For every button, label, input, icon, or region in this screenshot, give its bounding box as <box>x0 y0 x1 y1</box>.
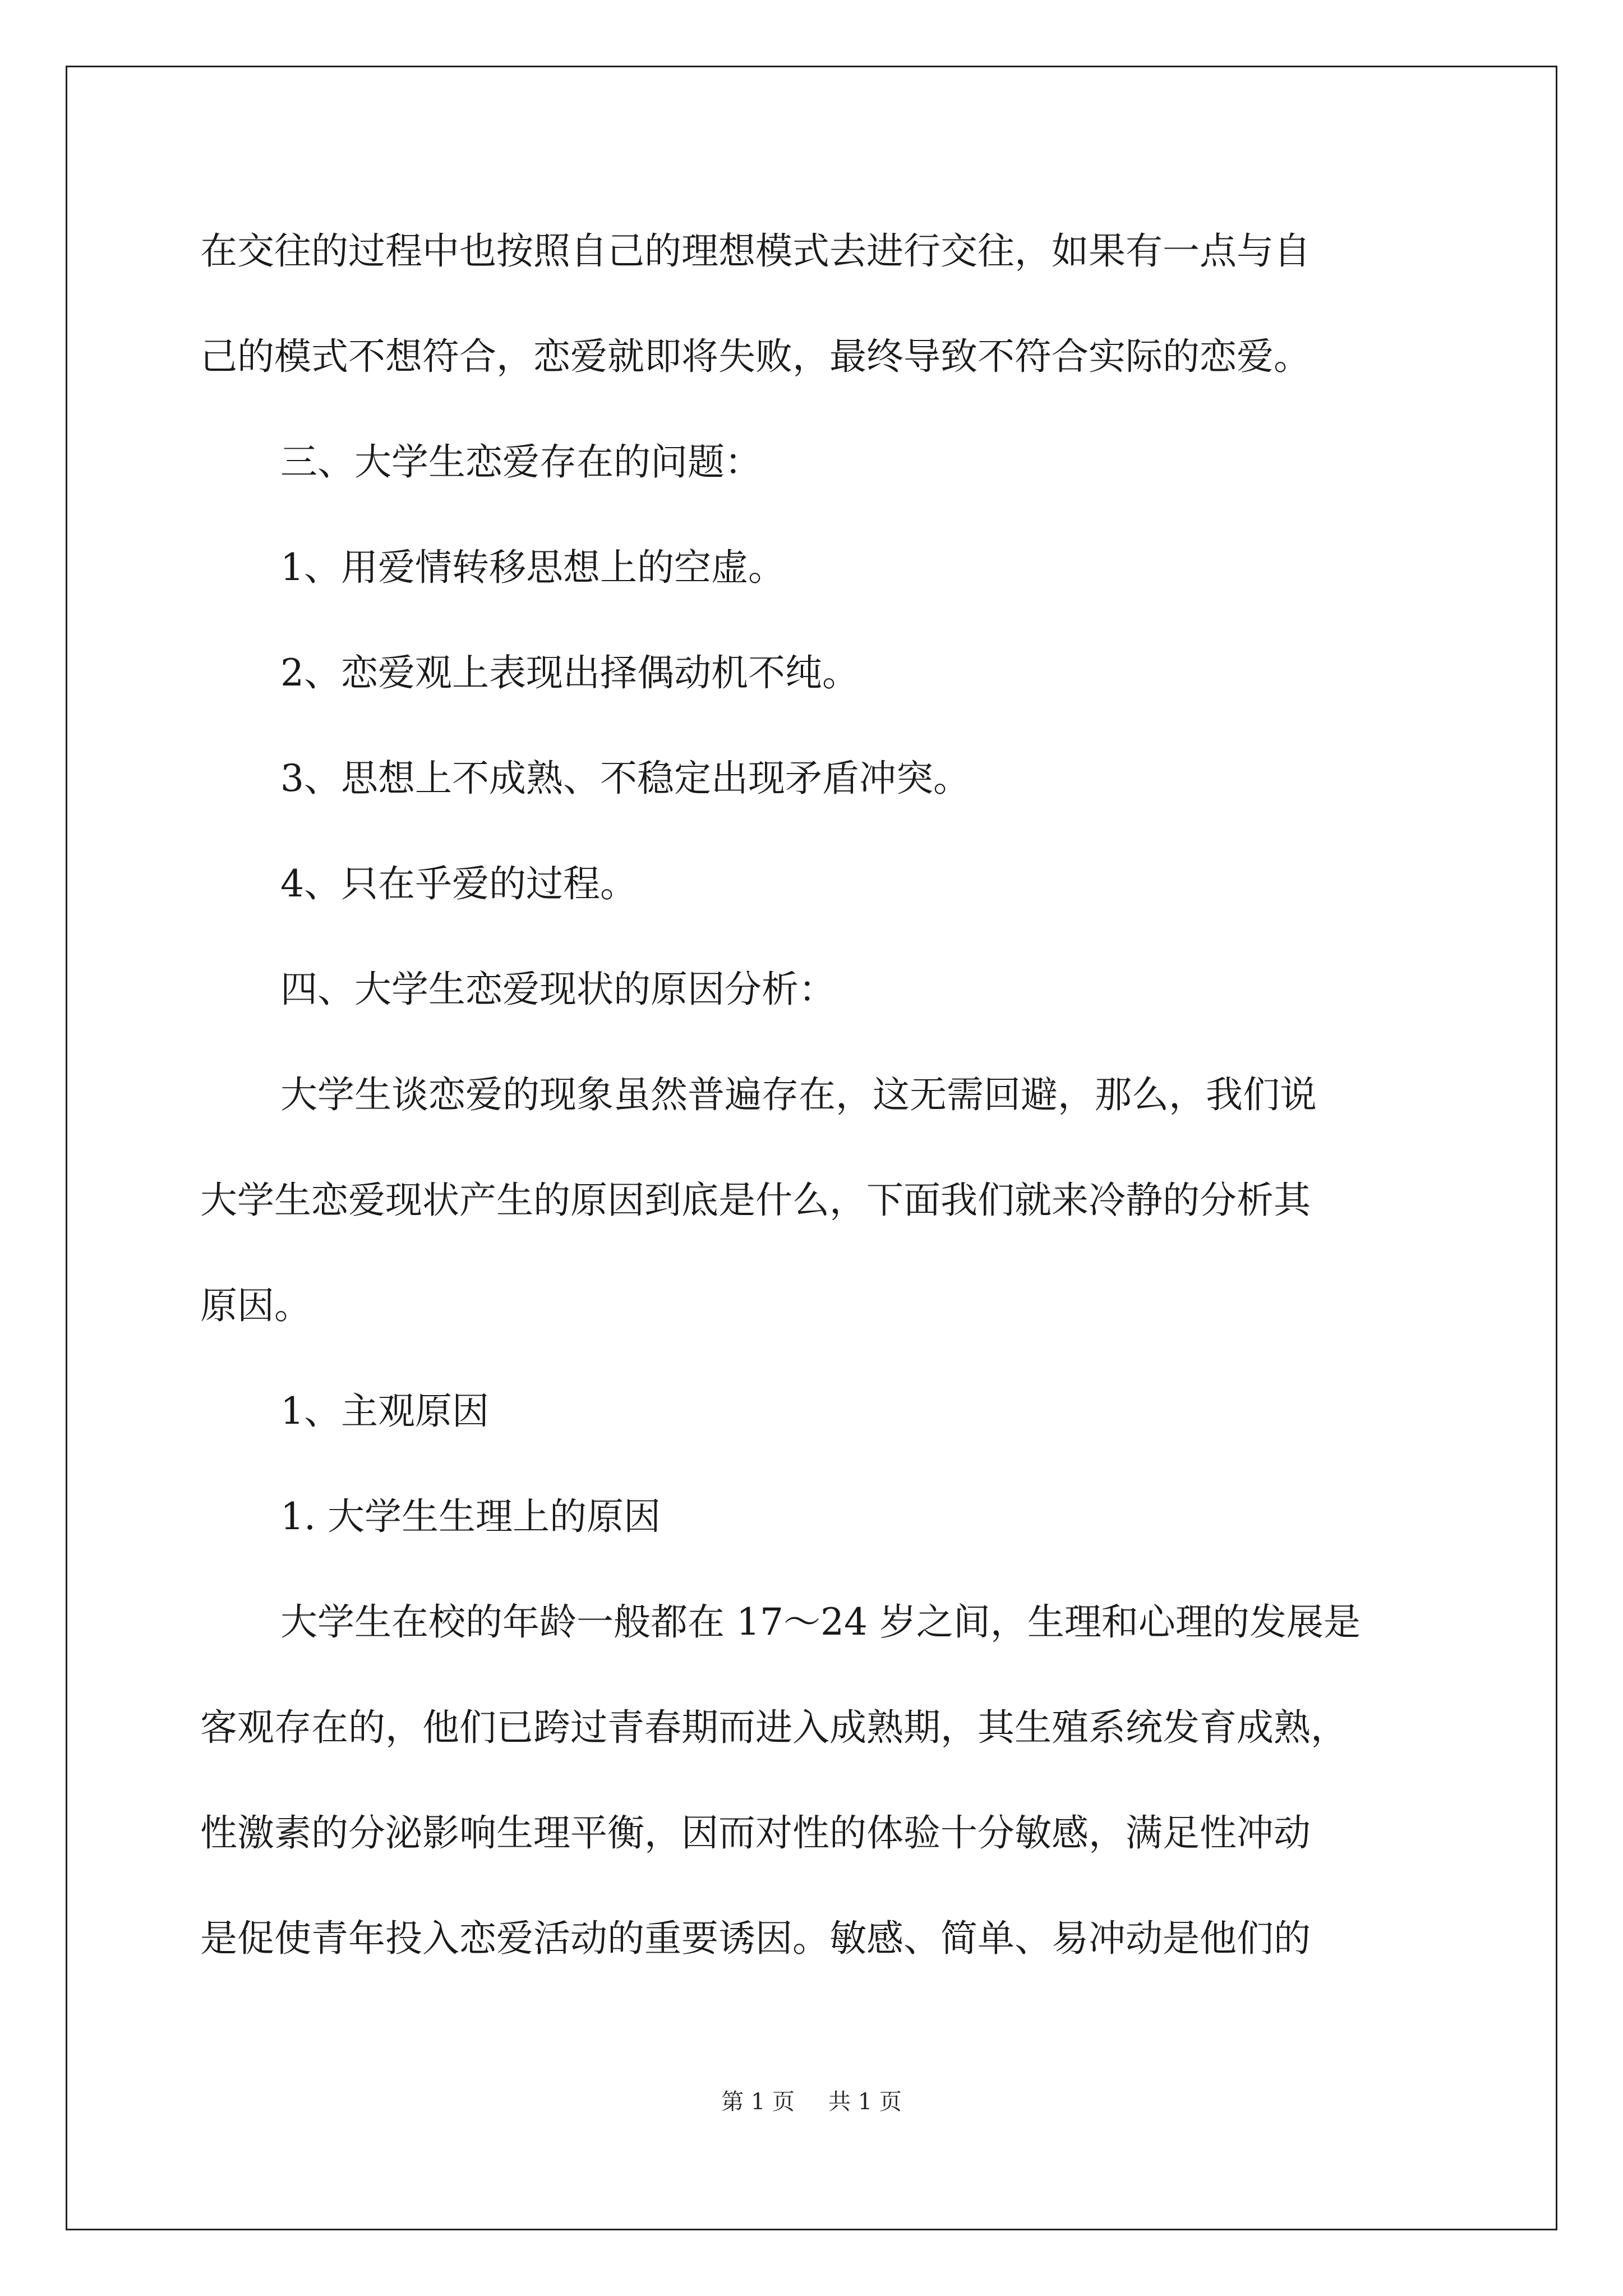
text-line: 己的模式不想符合，恋爱就即将失败，最终导致不符合实际的恋爱。 <box>200 335 1311 378</box>
text-line: 在交往的过程中也按照自己的理想模式去进行交往，如果有一点与自 <box>200 229 1311 273</box>
subheading: 1. 大学生生理上的原因 <box>280 1495 661 1538</box>
text-line: 性激素的分泌影响生理平衡，因而对性的体验十分敏感，满足性冲动 <box>200 1811 1311 1855</box>
text-line: 原因。 <box>200 1284 311 1327</box>
section-heading: 三、大学生恋爱存在的问题： <box>280 440 762 484</box>
page-footer <box>0 2084 1623 2116</box>
page-total: 共 1 页 <box>828 2089 902 2115</box>
text-line: 大学生在校的年龄一般都在 17～24 岁之间，生理和心理的发展是 <box>280 1600 1361 1644</box>
text-line: 是促使青年投入恋爱活动的重要诱因。敏感、简单、易冲动是他们的 <box>200 1917 1311 1960</box>
list-item: 2、恋爱观上表现出择偶动机不纯。 <box>280 651 859 694</box>
subheading: 1、主观原因 <box>280 1389 489 1433</box>
text-line: 大学生恋爱现状产生的原因到底是什么，下面我们就来冷静的分析其 <box>200 1179 1311 1222</box>
page-number: 第 1 页 <box>721 2089 795 2115</box>
list-item: 1、用爱情转移思想上的空虚。 <box>280 546 785 589</box>
list-item: 4、只在乎爱的过程。 <box>280 862 637 905</box>
list-item: 3、思想上不成熟、不稳定出现矛盾冲突。 <box>280 757 970 800</box>
text-line: 大学生谈恋爱的现象虽然普遍存在，这无需回避，那么，我们说 <box>280 1073 1317 1116</box>
section-heading: 四、大学生恋爱现状的原因分析： <box>280 968 836 1011</box>
text-line: 客观存在的，他们已跨过青春期而进入成熟期，其生殖系统发育成熟， <box>200 1706 1348 1749</box>
